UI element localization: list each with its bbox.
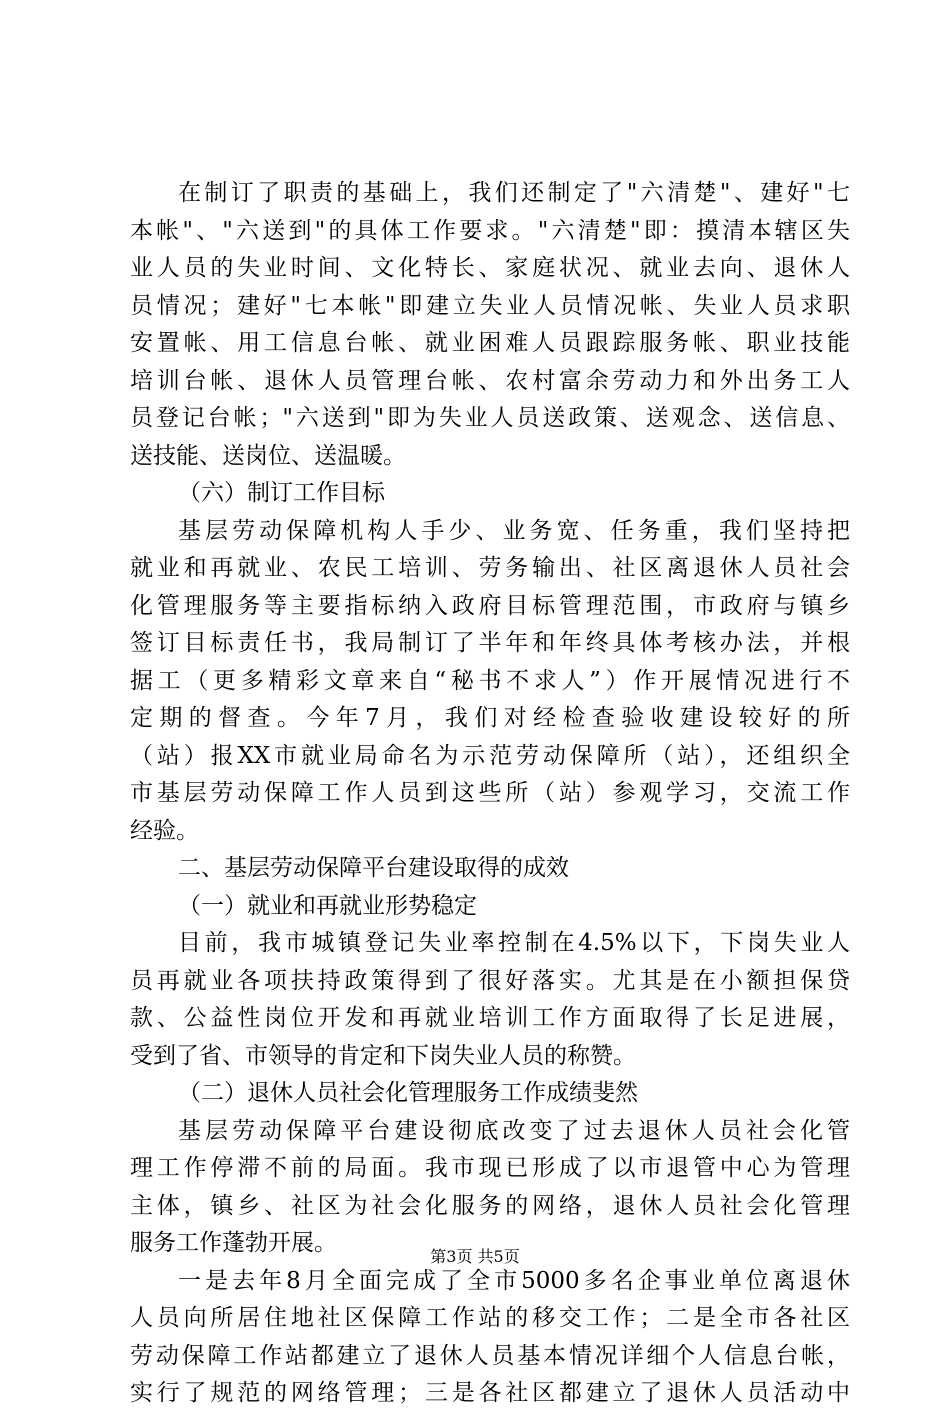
text-line: 签订目标责任书，我局制订了半年和年终具体考核办法，并根 <box>130 630 850 656</box>
text-line: （站）报XX市就业局命名为示范劳动保障所（站），还组织全 <box>130 742 850 769</box>
text-line: 二、基层劳动保障平台建设取得的成效 <box>178 855 569 881</box>
text-line: 经验。 <box>130 817 199 844</box>
text-line: 款、公益性岗位开发和再就业培训工作方面取得了长足进展， <box>130 1005 850 1031</box>
text-line: 员情况；建好"七本帐"即建立失业人员情况帐、失业人员求职 <box>130 292 850 319</box>
text-line: 目前，我市城镇登记失业率控制在4.5%以下，下岗失业人 <box>178 930 850 956</box>
document-body <box>130 175 850 1413</box>
text-line: （二）退休人员社会化管理服务工作成绩斐然 <box>178 1080 638 1106</box>
text-line: 员再就业各项扶持政策得到了很好落实。尤其是在小额担保贷 <box>130 967 850 994</box>
text-line: 服务工作蓬勃开展。 <box>130 1230 337 1256</box>
text-line: 市基层劳动保障工作人员到这些所（站）参观学习，交流工作 <box>130 780 850 806</box>
text-line: 送技能、送岗位、送温暖。 <box>130 442 406 469</box>
text-line: 主体，镇乡、社区为社会化服务的网络，退休人员社会化管理 <box>130 1192 850 1219</box>
text-line: 受到了省、市领导的肯定和下岗失业人员的称赞。 <box>130 1042 636 1069</box>
text-line: 化管理服务等主要指标纳入政府目标管理范围，市政府与镇乡 <box>130 592 850 619</box>
text-line: 员登记台帐；"六送到"即为失业人员送政策、送观念、送信息、 <box>130 405 850 431</box>
text-line: 劳动保障工作站都建立了退休人员基本情况详细个人信息台帐， <box>130 1342 850 1369</box>
text-line: （一）就业和再就业形势稳定 <box>178 892 477 919</box>
text-line: 定期的督查。今年7月，我们对经检查验收建设较好的所 <box>130 705 850 731</box>
text-line: 人员向所居住地社区保障工作站的移交工作；二是全市各社区 <box>130 1305 850 1331</box>
page-footer: 第3页 共5页 <box>430 1247 520 1266</box>
text-line: 就业和再就业、农民工培训、劳务输出、社区离退休人员社会 <box>130 555 850 581</box>
text-line: 理工作停滞不前的局面。我市现已形成了以市退管中心为管理 <box>130 1155 850 1181</box>
text-line: 安置帐、用工信息台帐、就业困难人员跟踪服务帐、职业技能 <box>130 330 850 356</box>
text-line: 基层劳动保障机构人手少、业务宽、任务重，我们坚持把 <box>178 517 850 544</box>
text-line: 实行了规范的网络管理；三是各社区都建立了退休人员活动中 <box>130 1380 850 1406</box>
text-line: 培训台帐、退休人员管理台帐、农村富余劳动力和外出务工人 <box>130 367 850 394</box>
text-line: 业人员的失业时间、文化特长、家庭状况、就业去向、退休人 <box>130 255 850 281</box>
text-line: 基层劳动保障平台建设彻底改变了过去退休人员社会化管 <box>178 1117 850 1144</box>
text-line: 本帐"、"六送到"的具体工作要求。"六清楚"即：摸清本辖区失 <box>130 217 850 244</box>
text-line: 据工（更多精彩文章来自“秘书不求人”）作开展情况进行不 <box>130 667 850 694</box>
text-line: 一是去年8月全面完成了全市5000多名企事业单位离退休 <box>178 1267 850 1294</box>
text-line: 在制订了职责的基础上，我们还制定了"六清楚"、建好"七 <box>178 180 850 206</box>
text-line: （六）制订工作目标 <box>178 480 385 506</box>
